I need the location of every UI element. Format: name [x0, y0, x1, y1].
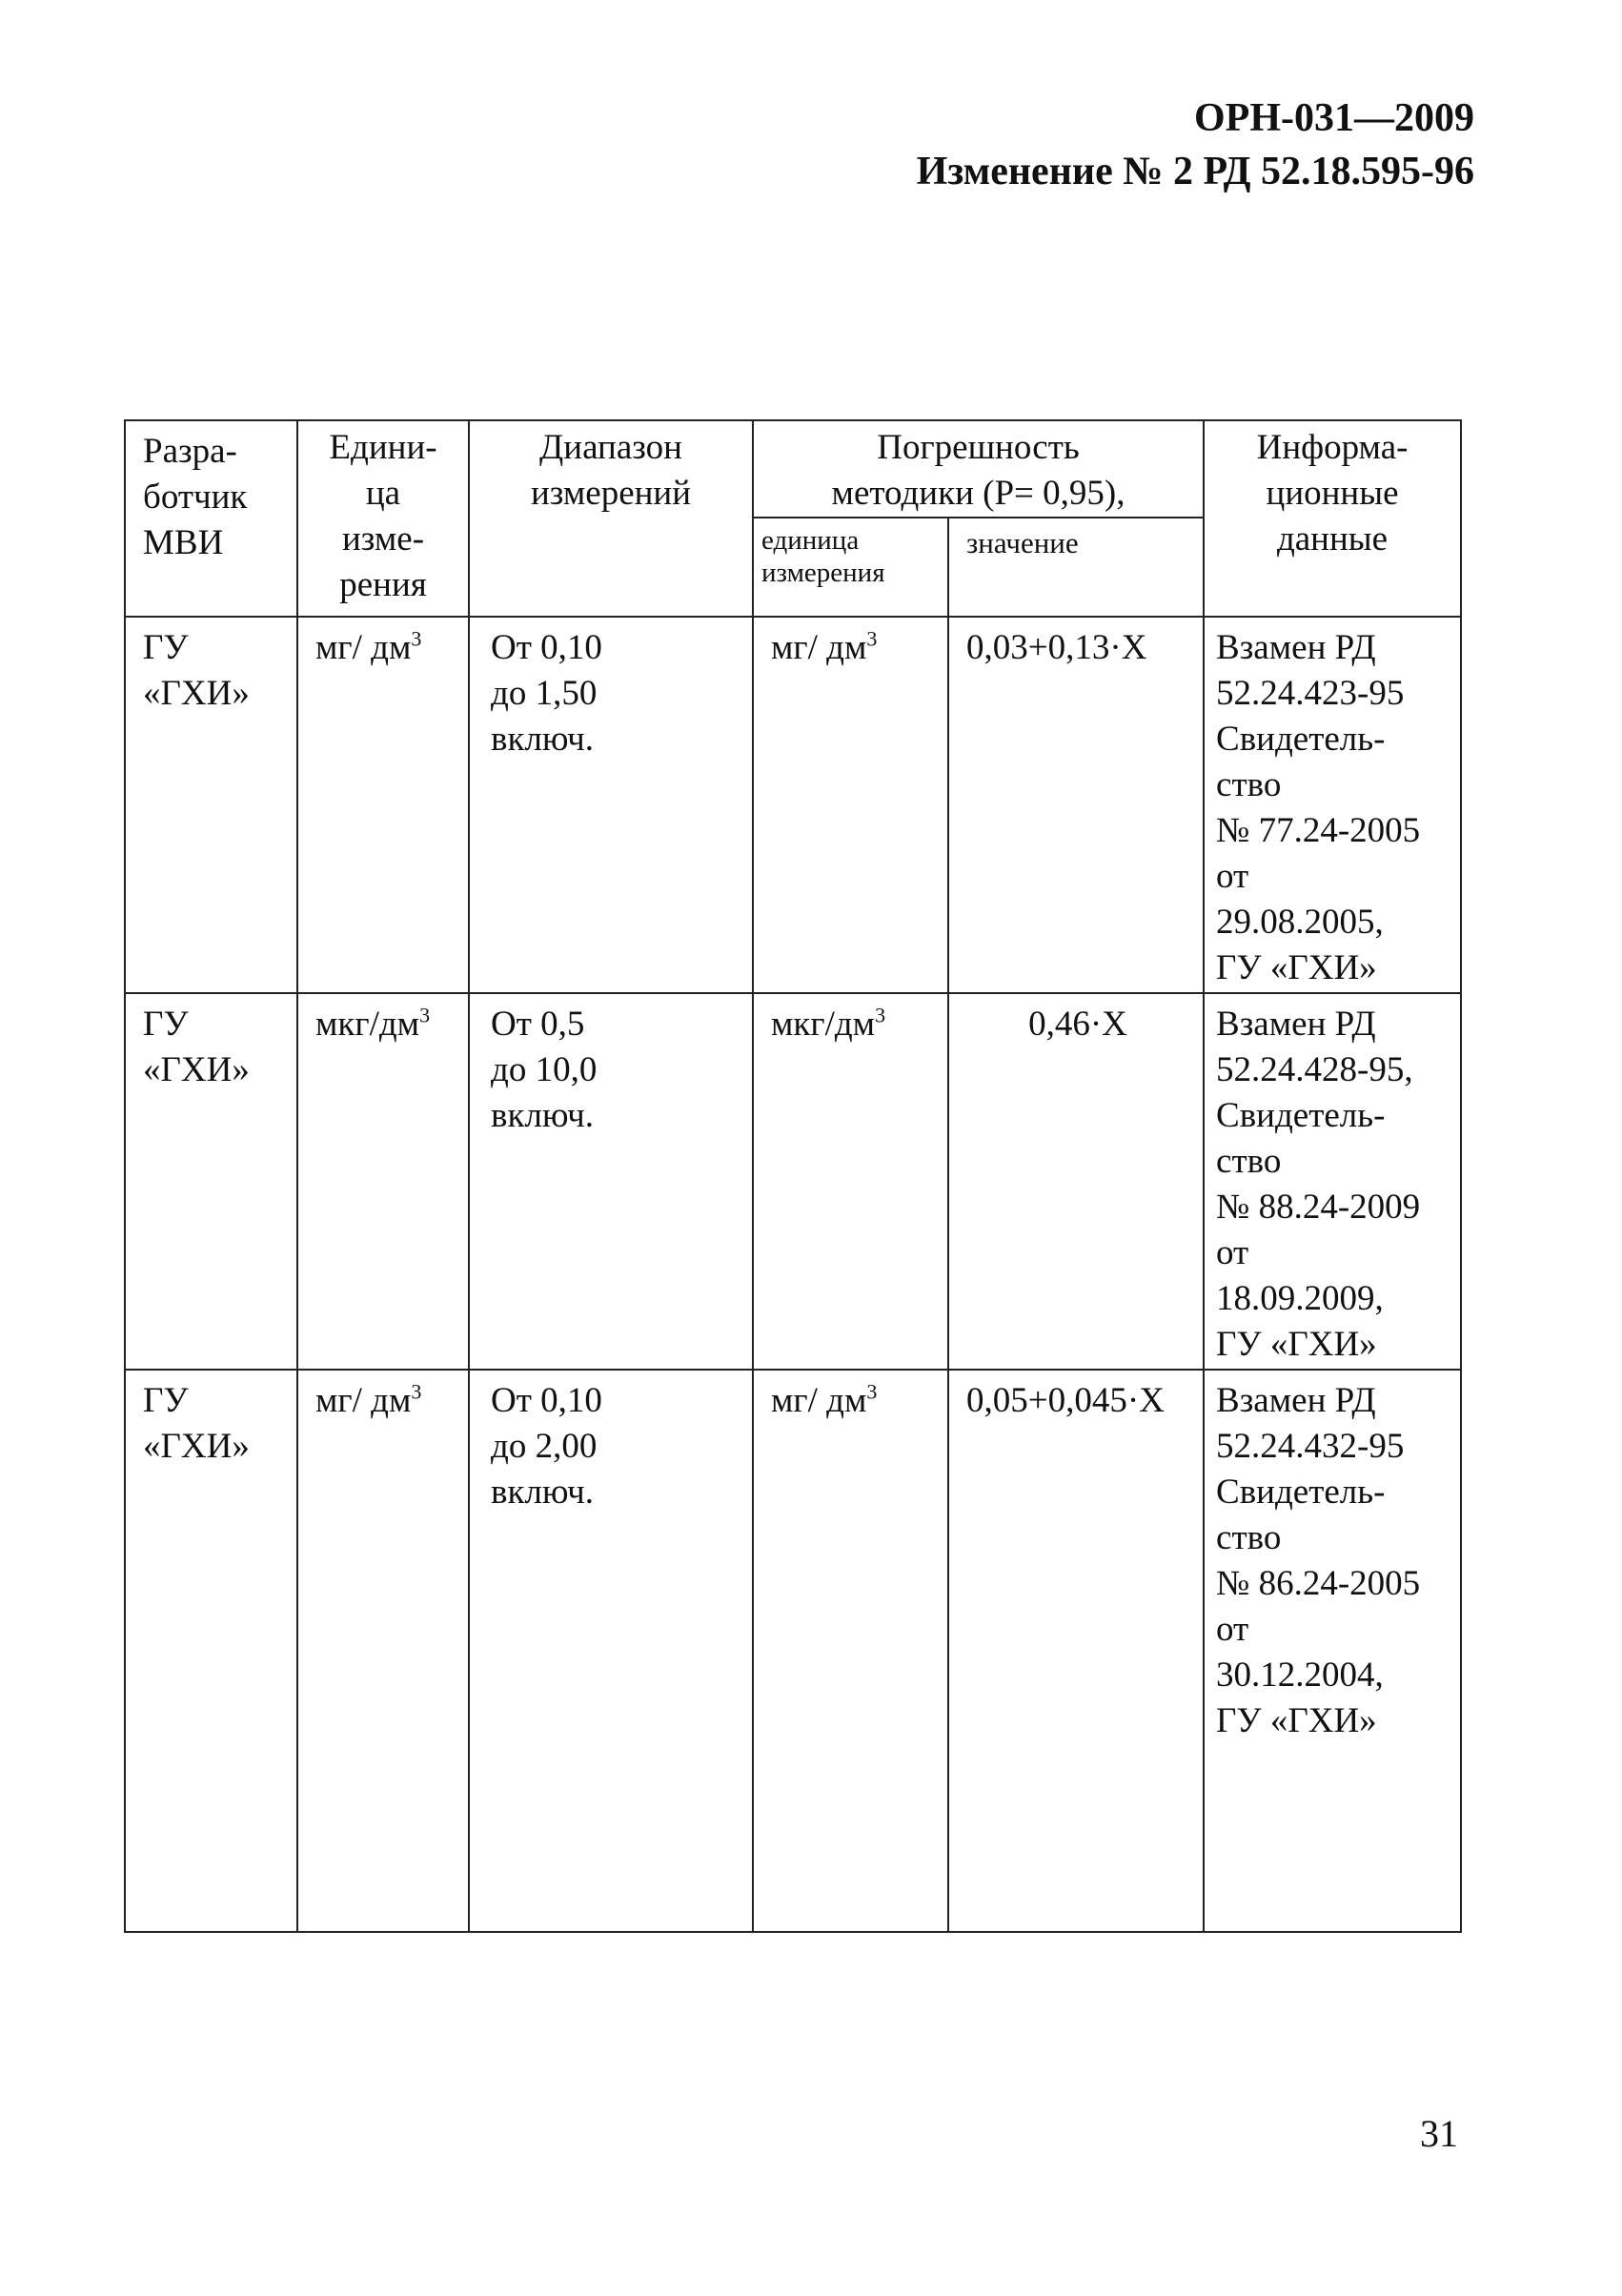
cell-error-unit: мкг/$дм^3$ — [753, 993, 948, 1370]
table-row — [125, 993, 1461, 1370]
cell-range: От 0,10 до 2,00 включ. — [469, 1370, 753, 1932]
table-row — [125, 617, 1461, 993]
cell-unit: мкг/$дм^3$ — [297, 993, 469, 1370]
header-unit: Едини- ца изме- рения — [297, 420, 469, 617]
cell-developer: ГУ «ГХИ» — [125, 1370, 297, 1932]
cell-range: От 0,5 до 10,0 включ. — [469, 993, 753, 1370]
header-error: Погрешность методики (Р= 0,95), — [753, 420, 1204, 518]
cell-developer: ГУ «ГХИ» — [125, 617, 297, 993]
header-error-unit: единица измерения — [753, 518, 948, 617]
cell-error-value: 0,03+0,13·Х — [948, 617, 1204, 993]
cell-info: Взамен РД 52.24.428-95, Свидетель- ство № 88.24-2009 от 18.09.2009, ГУ «ГХИ» — [1204, 993, 1461, 1370]
cell-error-value: 0,46·Х — [948, 993, 1204, 1370]
header-range: Диапазон измерений — [469, 420, 753, 617]
cell-info: Взамен РД 52.24.423-95 Свидетель- ство № 77.24-2005 от 29.08.2005, ГУ «ГХИ» — [1204, 617, 1461, 993]
cell-error-unit: мг/ $дм^3$ — [753, 1370, 948, 1932]
cell-info: Взамен РД 52.24.432-95 Свидетель- ство № 86.24-2005 от 30.12.2004, ГУ «ГХИ» — [1204, 1370, 1461, 1932]
header-error-value: значение — [948, 518, 1204, 617]
header-amendment: Изменение № 2 РД 52.18.595-96 — [916, 150, 1474, 193]
header-developer: Разра- ботчик МВИ — [125, 420, 297, 617]
cell-error-unit: мг/ $дм^3$ — [753, 617, 948, 993]
cell-unit: мг/ $дм^3$ — [297, 617, 469, 993]
measurement-methods-table — [124, 419, 1462, 1933]
table-row — [125, 1370, 1461, 1932]
cell-unit: мг/ $дм^3$ — [297, 1370, 469, 1932]
header-info: Информа- ционные данные — [1204, 420, 1461, 617]
cell-error-value: 0,05+0,045·Х — [948, 1370, 1204, 1932]
table-header-row — [125, 420, 1461, 518]
header-document-code: ОРН-031—2009 — [1194, 96, 1474, 140]
cell-developer: ГУ «ГХИ» — [125, 993, 297, 1370]
page-number: 31 — [1420, 2112, 1458, 2155]
cell-range: От 0,10 до 1,50 включ. — [469, 617, 753, 993]
document-header — [917, 91, 1474, 198]
